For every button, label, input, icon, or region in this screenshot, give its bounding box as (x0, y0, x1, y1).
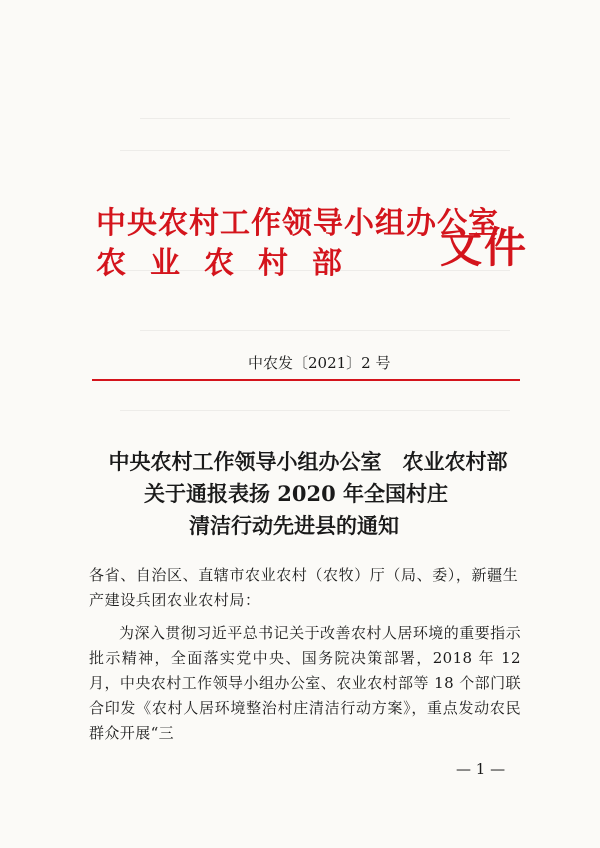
title-line1: 中央农村工作领导小组办公室 农业农村部 (108, 449, 508, 474)
document-number: 中农发〔2021〕2 号 (248, 354, 391, 372)
document-type-mark: 文件 (440, 223, 529, 272)
title-line2: 关于通报表扬 2020 年全国村庄 (143, 481, 449, 506)
show-through-line (120, 150, 510, 151)
salutation: 各省、自治区、直辖市农业农村（农牧）厅（局、委），新疆生产建设兵团农业农村局： (89, 566, 519, 609)
show-through-line (140, 330, 510, 331)
body-paragraph: 为深入贯彻习近平总书记关于改善农村人居环境的重要指示批示精神，全面落实党中央、国务院决策部署，2018 年 12 月，中央农村工作领导小组办公室、农业农村部等 18 个部门联合印发《农村人居环境整治村庄清洁行动方案》，重点发动农民群众开展“三 (89, 624, 521, 742)
title-line3: 清洁行动先进县的通知 (189, 513, 399, 538)
show-through-line (120, 410, 510, 411)
issuer-name-line2: 农业农村部 (96, 246, 366, 281)
show-through-line (140, 118, 510, 119)
issuer-name-line1: 中央农村工作领导小组办公室 (96, 206, 499, 241)
page-number: — 1 — (456, 760, 506, 778)
red-separator-line (92, 379, 520, 381)
